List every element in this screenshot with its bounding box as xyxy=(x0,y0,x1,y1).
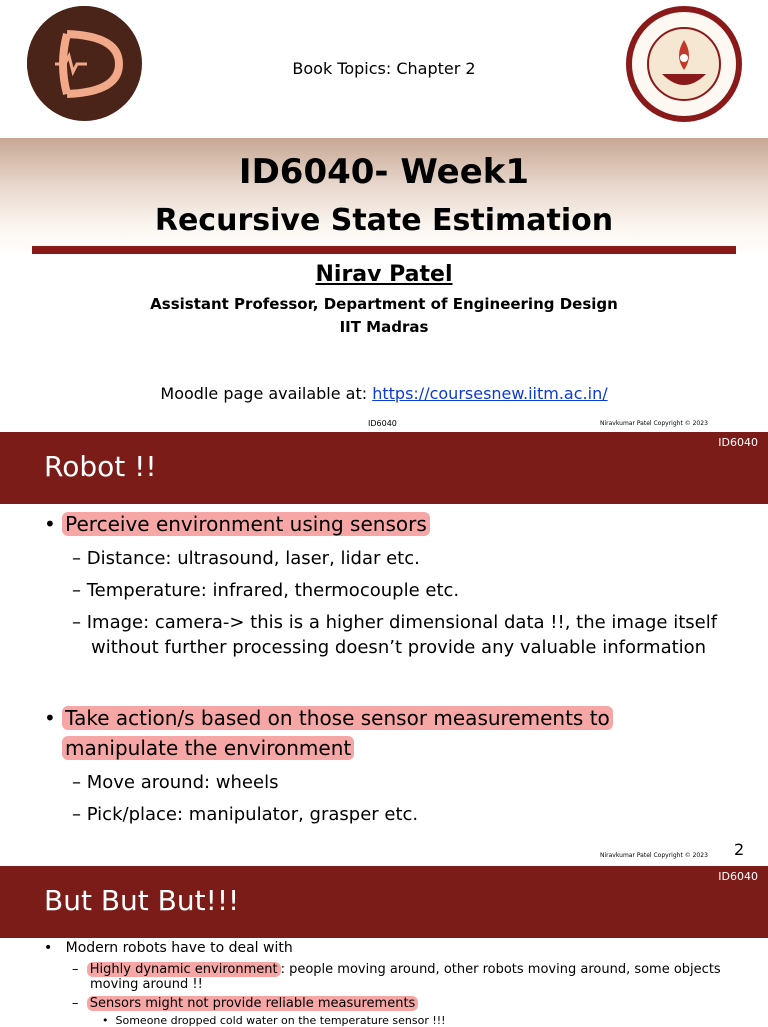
sub-bullet-move: – Move around: wheels xyxy=(72,772,279,793)
sub-bullet-line2: moving around !! xyxy=(90,977,203,992)
highlight-sensors: Sensors might not provide reliable measurements xyxy=(87,996,419,1011)
page-number: 2 xyxy=(734,840,745,859)
sub-bullet-image-line2: without further processing doesn’t provide any valuable information xyxy=(91,637,707,658)
bullet-text: Modern robots have to deal with xyxy=(65,940,293,956)
bullet-modern-robots xyxy=(44,940,293,956)
bullet-text: Perceive environment using sensors xyxy=(62,512,430,536)
bullet-dot-icon: • xyxy=(44,940,53,956)
header-course-id: ID6040 xyxy=(718,870,758,883)
sub-bullet-sensors: – Sensors might not provide reliable measurements xyxy=(72,996,418,1011)
footer-copyright: Niravkumar Patel Copyright © 2023 xyxy=(600,852,708,859)
header-course-id: ID6040 xyxy=(718,436,758,449)
sub-bullet-rest: : people moving around, other robots moving around, some objects xyxy=(280,962,721,977)
sub-sub-bullet-cold-water xyxy=(102,1014,446,1027)
slide-title: But But But!!! xyxy=(44,884,240,917)
footer-copyright: Niravkumar Patel Copyright © 2023 xyxy=(600,420,708,427)
bullet-dot-icon: • xyxy=(102,1014,109,1027)
slide-title: ID6040- Week1 xyxy=(238,152,530,192)
sub-bullet-image xyxy=(72,612,752,658)
title-divider xyxy=(32,246,736,254)
moodle-prefix: Moodle page available at: xyxy=(160,384,373,403)
bullet-text-line2: manipulate the environment xyxy=(62,736,354,760)
bullet-dot-icon: • xyxy=(44,512,56,536)
footer-course-id: ID6040 xyxy=(368,419,397,428)
sub-bullet-dynamic: – Highly dynamic environment : people moving around, other robots moving around, some objects moving around !! xyxy=(72,962,752,992)
sub-bullet-distance: – Distance: ultrasound, laser, lidar etc. xyxy=(72,548,420,569)
highlight-dynamic: Highly dynamic environment xyxy=(87,962,281,977)
title-slide xyxy=(0,0,768,432)
iitm-logo xyxy=(626,6,742,122)
bullet-perceive xyxy=(44,512,430,536)
slide-title: Robot !! xyxy=(44,450,157,483)
author-name: Nirav Patel xyxy=(315,262,453,287)
iitm-seal-icon xyxy=(632,12,736,116)
book-topics: Book Topics: Chapter 2 xyxy=(292,59,476,78)
sub-bullet-pick: – Pick/place: manipulator, grasper etc. xyxy=(72,804,419,825)
bullet-dot-icon: • xyxy=(44,706,56,730)
moodle-link[interactable]: https://coursesnew.iitm.ac.in/ xyxy=(372,384,608,403)
author-institute: IIT Madras xyxy=(339,318,429,336)
slide-header xyxy=(0,432,768,504)
sub-bullet-temperature: – Temperature: infrared, thermocouple etc. xyxy=(72,580,460,601)
sub-sub-text: Someone dropped cold water on the temperature sensor !!! xyxy=(115,1014,446,1027)
slide-subtitle: Recursive State Estimation xyxy=(154,203,614,238)
but-slide xyxy=(0,866,768,1027)
sub-bullet-image-line1: – Image: camera-> this is a higher dimensional data !!, the image itself xyxy=(72,612,718,633)
bullet-take-action xyxy=(44,706,724,760)
robot-slide xyxy=(0,432,768,865)
slide-header xyxy=(0,866,768,938)
author-position: Assistant Professor, Department of Engineering Design xyxy=(150,295,618,313)
bullet-text-line1: Take action/s based on those sensor measurements to xyxy=(62,706,613,730)
moodle-line xyxy=(0,384,768,403)
